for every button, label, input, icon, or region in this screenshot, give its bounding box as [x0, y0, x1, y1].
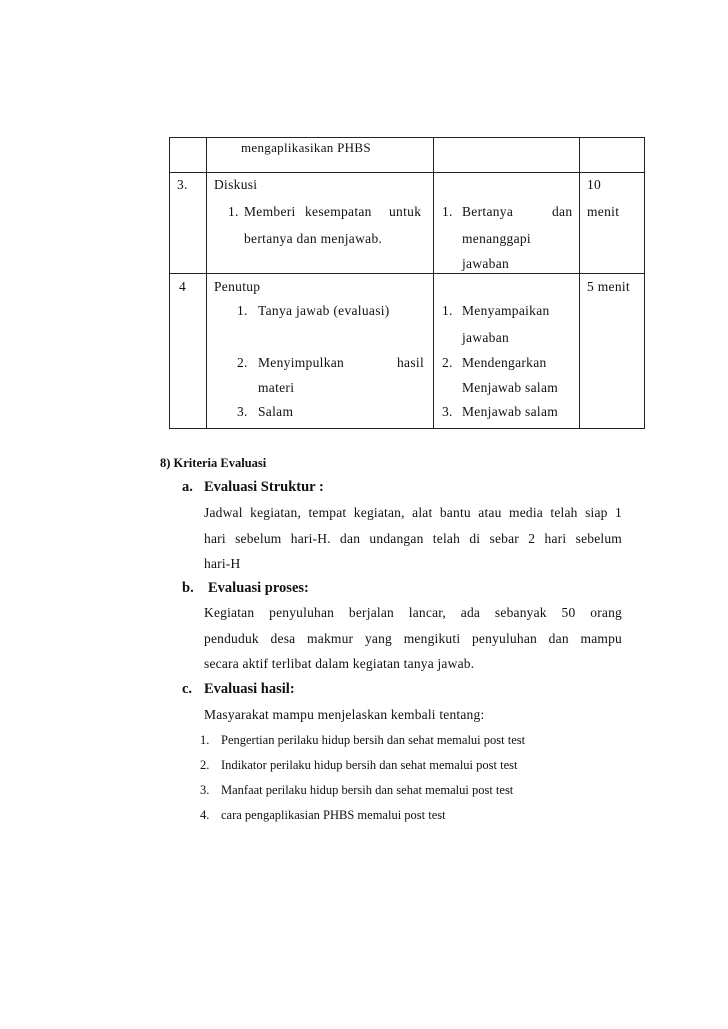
paragraph-line: secara aktif terlibat dalam kegiatan tanya jawab.: [204, 656, 475, 671]
list-item: cara pengaplikasian PHBS memalui post test: [221, 808, 446, 822]
list-number: 1.: [237, 303, 248, 318]
list-item: Pengertian perilaku hidup bersih dan sehat memalui post test: [221, 733, 526, 747]
table-cell-text: kesempatan: [305, 204, 372, 219]
subsection-label: a.: [182, 479, 193, 495]
table-cell-text: Salam: [258, 404, 294, 419]
table-border-right: [644, 137, 645, 429]
table-cell-text: Tanya jawab (evaluasi): [258, 303, 390, 318]
table-cell-text: Menyimpulkan: [258, 355, 345, 370]
list-number: 1.: [442, 303, 453, 318]
table-border-row2: [169, 273, 645, 274]
table-cell-text: hasil: [397, 355, 424, 370]
table-cell-text: mengaplikasikan PHBS: [241, 140, 371, 155]
paragraph-line: hari-H: [204, 556, 241, 571]
table-border-col3: [579, 137, 580, 429]
table-cell-text: Memberi: [244, 204, 296, 219]
table-cell-text: materi: [258, 380, 295, 395]
table-border-top: [169, 137, 645, 138]
table-cell-text: Mendengarkan: [462, 355, 547, 370]
subsection-title: Evaluasi hasil:: [204, 681, 295, 697]
list-number: 2.: [442, 355, 453, 370]
table-cell-text: Bertanya: [462, 204, 514, 219]
list-number: 1.: [200, 733, 210, 747]
paragraph-line: Kegiatan penyuluhan berjalan lancar, ada sebanyak 50 orang: [204, 605, 622, 620]
section-heading: 8) Kriteria Evaluasi: [160, 456, 267, 470]
paragraph-line: hari sebelum hari-H. dan undangan telah di sebar 2 hari sebelum: [204, 531, 622, 546]
table-cell-text: menanggapi: [462, 231, 531, 246]
paragraph-line: penduduk desa makmur yang mengikuti penyuluhan dan mampu: [204, 631, 622, 646]
subsection-label: b.: [182, 580, 194, 596]
subsection-title: Evaluasi proses:: [208, 580, 309, 596]
list-item: Indikator perilaku hidup bersih dan sehat memalui post test: [221, 758, 518, 772]
row-title: Penutup: [214, 279, 261, 294]
list-number: 1.: [442, 204, 453, 219]
table-border-left: [169, 137, 170, 429]
paragraph-line: Jadwal kegiatan, tempat kegiatan, alat bantu atau media telah siap 1: [204, 505, 622, 520]
time-cell: 10: [587, 177, 602, 192]
table-cell-text: Menjawab salam: [462, 380, 559, 395]
table-cell-text: bertanya dan menjawab.: [244, 231, 383, 246]
list-number: 4.: [200, 808, 210, 822]
time-cell: 5 menit: [587, 279, 630, 294]
time-cell: menit: [587, 204, 620, 219]
table-cell-text: jawaban: [462, 256, 510, 271]
table-cell-text: Menjawab salam: [462, 404, 559, 419]
list-number: 1.: [228, 204, 239, 219]
table-cell-text: Menyampaikan: [462, 303, 550, 318]
table-border-col1: [206, 137, 207, 429]
row-number: 4: [179, 279, 187, 294]
row-title: Diskusi: [214, 177, 258, 192]
list-number: 2.: [200, 758, 210, 772]
table-cell-text: jawaban: [462, 330, 510, 345]
row-number: 3.: [177, 177, 188, 192]
paragraph-line: Masyarakat mampu menjelaskan kembali tentang:: [204, 707, 485, 722]
table-border-bottom: [169, 428, 645, 429]
list-number: 3.: [200, 783, 210, 797]
list-number: 3.: [237, 404, 248, 419]
table-cell-text: dan: [552, 204, 573, 219]
table-border-row1: [169, 172, 645, 173]
list-number: 2.: [237, 355, 248, 370]
table-border-col2: [433, 137, 434, 429]
subsection-title: Evaluasi Struktur :: [204, 479, 324, 495]
table-cell-text: untuk: [389, 204, 422, 219]
list-number: 3.: [442, 404, 453, 419]
list-item: Manfaat perilaku hidup bersih dan sehat memalui post test: [221, 783, 514, 797]
subsection-label: c.: [182, 681, 193, 697]
